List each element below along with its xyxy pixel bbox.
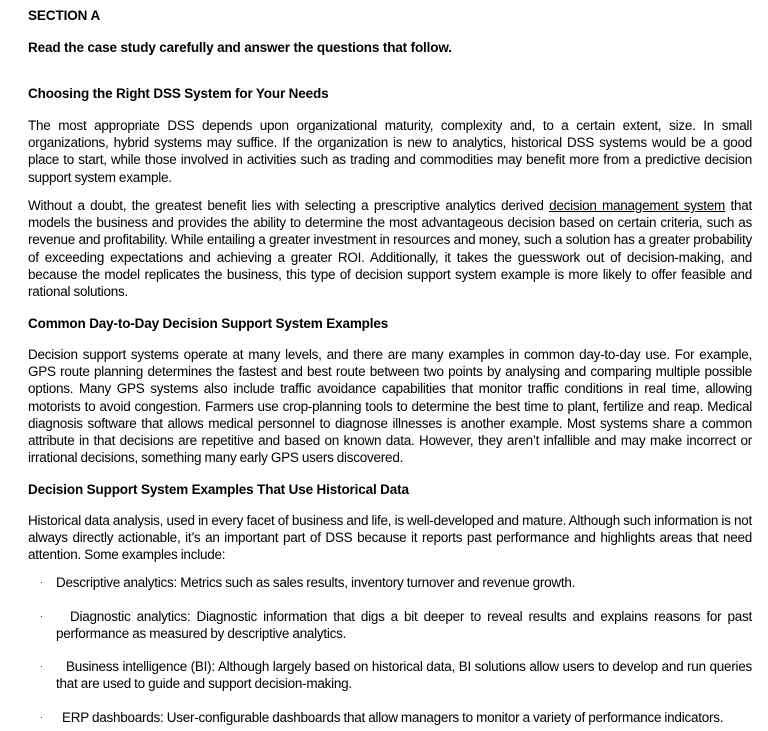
list-item	[40, 709, 752, 726]
bullet-icon: ·	[40, 712, 43, 722]
bullet-icon: ·	[40, 577, 43, 587]
list-item	[40, 574, 752, 591]
list-item	[40, 658, 752, 692]
paragraph-day-to-day: Decision support systems operate at many levels, and there are many examples in common day-to-day use. For example, GPS route planning determines the fastest and best route between two points by analysing and comparing multiple possible options. Many GPS systems also include traffic avoidance capabilities that monitor traffic conditions in real time, allowing motorists to avoid congestion. Farmers use crop-planning tools to determine the best time to plant, fertilize and reap. Medical diagnosis software that allows medical personnel to diagnose illnesses is another example. Most systems share a common attribute in that decisions are repetitive and based on known data. However, they aren’t infallible and may make incorrect or irrational decisions, something many early GPS users discovered.	[28, 347, 752, 466]
section-title: SECTION A	[28, 8, 101, 23]
list-item-text: Descriptive analytics: Metrics such as sales results, inventory turnover and revenue growth.	[56, 575, 576, 590]
paragraph-text-end: that models the business and provides the ability to determine the most advantageous decision based on certain criteria, such as revenue and profitability. While entailing a greater investment in resources and money, such a solution has a greater probability of exceeding expectations and achieving a greater ROI. Additionally, it takes the guesswork out of decision-making, and because the model replicates the business, this type of decision support system example is more likely to offer feasible and rational solutions.	[28, 198, 753, 300]
bullet-icon: ·	[40, 611, 43, 621]
list-item	[40, 608, 752, 642]
paragraph-historical-data: Historical data analysis, used in every facet of business and life, is well-developed and mature. Although such information is not always directly actionable, it’s an important part of DSS because it reports past performance and highlights areas that need attention. Some examples include:	[28, 513, 752, 563]
bullet-icon: ·	[40, 661, 43, 671]
heading-day-to-day: Common Day-to-Day Decision Support System Examples	[28, 316, 389, 331]
instruction-text: Read the case study carefully and answer the questions that follow.	[28, 40, 452, 55]
list-item-text: Diagnostic analytics: Diagnostic information that digs a bit deeper to reveal results and explains reasons for past performance as measured by descriptive analytics.	[56, 609, 752, 642]
list-item-text: ERP dashboards: User-configurable dashboards that allow managers to monitor a variety of performance indicators.	[62, 710, 724, 725]
heading-choosing-dss: Choosing the Right DSS System for Your Needs	[28, 86, 329, 101]
list-item-text: Business intelligence (BI): Although largely based on historical data, BI solutions allow users to develop and run queries that are used to guide and support decision-making.	[56, 659, 752, 692]
decision-management-system-link[interactable]: decision management system	[549, 198, 726, 213]
paragraph-text-start: Without a doubt, the greatest benefit lies with selecting a prescriptive analytics derived	[28, 198, 550, 213]
paragraph-choosing-dss: The most appropriate DSS depends upon organizational maturity, complexity and, to a certain extent, size. In small organizations, hybrid systems may suffice. If the organization is new to analytics, historical DSS systems would be a good place to start, while those involved in activities such as trading and commodities may benefit more from a predictive decision support system example.	[28, 118, 752, 185]
heading-historical-data: Decision Support System Examples That Use Historical Data	[28, 482, 409, 497]
paragraph-prescriptive-analytics	[28, 197, 752, 300]
